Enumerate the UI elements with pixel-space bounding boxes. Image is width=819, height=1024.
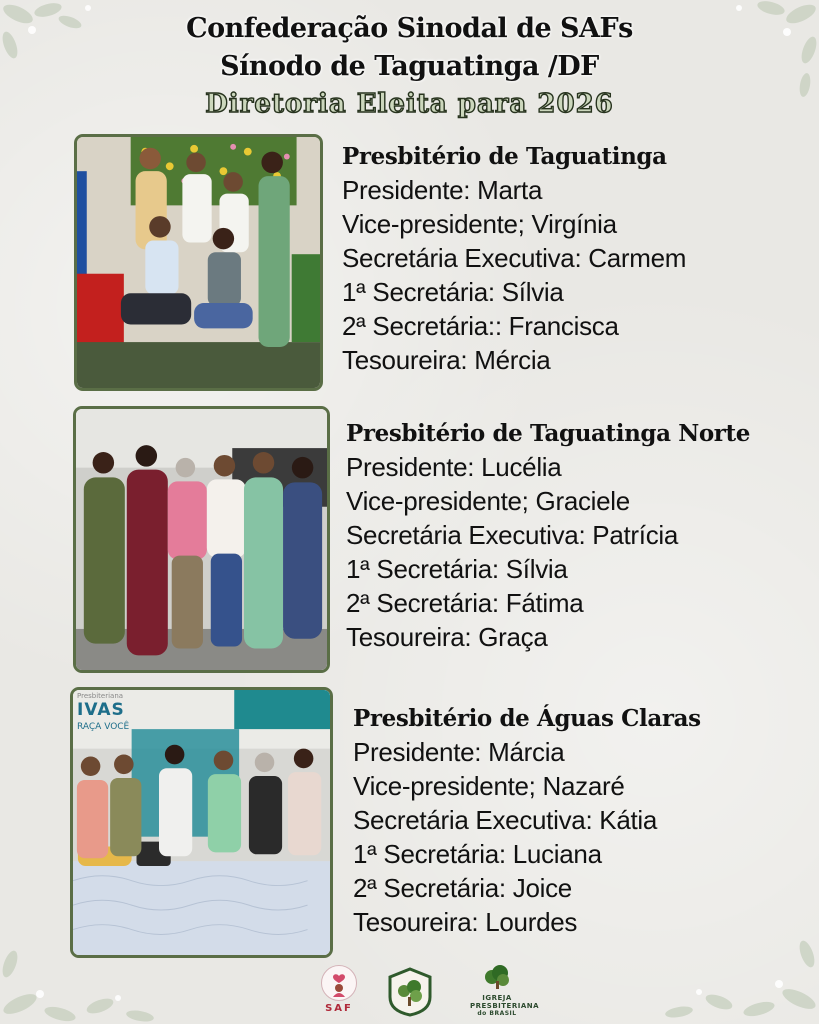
section-taguatinga-norte: [346, 418, 750, 654]
church-sign-subline: RAÇA VOCÊ: [77, 722, 130, 732]
saf-logo-label: SAF: [325, 1003, 353, 1014]
burning-bush-icon: [482, 965, 512, 989]
ipb-name-line2: PRESBITERIANA: [470, 1002, 540, 1010]
role-president: Presidente: Lucélia: [346, 452, 562, 482]
role-executive-secretary: Secretária Executiva: Patrícia: [346, 520, 679, 550]
confederation-title: Confederação Sinodal de SAFs: [186, 13, 633, 44]
role-second-secretary: 2ª Secretária: Fátima: [346, 588, 584, 618]
role-vice-president: Vice-presidente; Graciele: [346, 486, 630, 516]
ipb-name-line1: IGREJA: [482, 994, 512, 1002]
role-treasurer: Tesoureira: Graça: [346, 622, 548, 652]
footer-logos: [0, 965, 819, 1020]
section-title: Presbitério de Taguatinga: [342, 143, 667, 170]
synod-seal-icon: [387, 967, 433, 1017]
saf-logo: [318, 965, 360, 1014]
section-title: Presbitério de Taguatinga Norte: [346, 420, 750, 447]
role-executive-secretary: Secretária Executiva: Carmem: [342, 243, 687, 273]
role-treasurer: Tesoureira: Mércia: [342, 345, 551, 375]
photo-taguatinga-group: [74, 134, 323, 391]
role-president: Presidente: Márcia: [353, 737, 565, 767]
role-first-secretary: 1ª Secretária: Sílvia: [342, 277, 564, 307]
church-sign-text: Presbiteriana: [77, 692, 124, 700]
ipb-logo: [470, 965, 540, 1018]
role-executive-secretary: Secretária Executiva: Kátia: [353, 805, 658, 835]
role-vice-president: Vice-presidente; Nazaré: [353, 771, 625, 801]
role-first-secretary: 1ª Secretária: Sílvia: [346, 554, 568, 584]
saf-emblem-icon: [321, 965, 357, 1001]
section-aguas-claras: [353, 703, 701, 939]
synod-title: Sínodo de Taguatinga /DF: [220, 51, 599, 82]
church-sign-headline: IVAS: [77, 700, 125, 720]
section-title: Presbitério de Águas Claras: [353, 705, 701, 732]
role-president: Presidente: Marta: [342, 175, 543, 205]
board-subtitle: Diretoria Eleita para 2026: [205, 89, 614, 119]
page-header: [0, 10, 819, 122]
section-taguatinga: [342, 141, 686, 377]
role-vice-president: Vice-presidente; Virgínia: [342, 209, 617, 239]
role-second-secretary: 2ª Secretária: Joice: [353, 873, 572, 903]
role-treasurer: Tesoureira: Lourdes: [353, 907, 578, 937]
ipb-name-line3: do BRASIL: [477, 1010, 517, 1017]
role-first-secretary: 1ª Secretária: Luciana: [353, 839, 602, 869]
photo-taguatinga-norte-group: [73, 406, 330, 673]
synod-seal-logo: [387, 967, 433, 1022]
photo-aguas-claras-group: [70, 687, 333, 958]
role-second-secretary: 2ª Secretária:: Francisca: [342, 311, 619, 341]
